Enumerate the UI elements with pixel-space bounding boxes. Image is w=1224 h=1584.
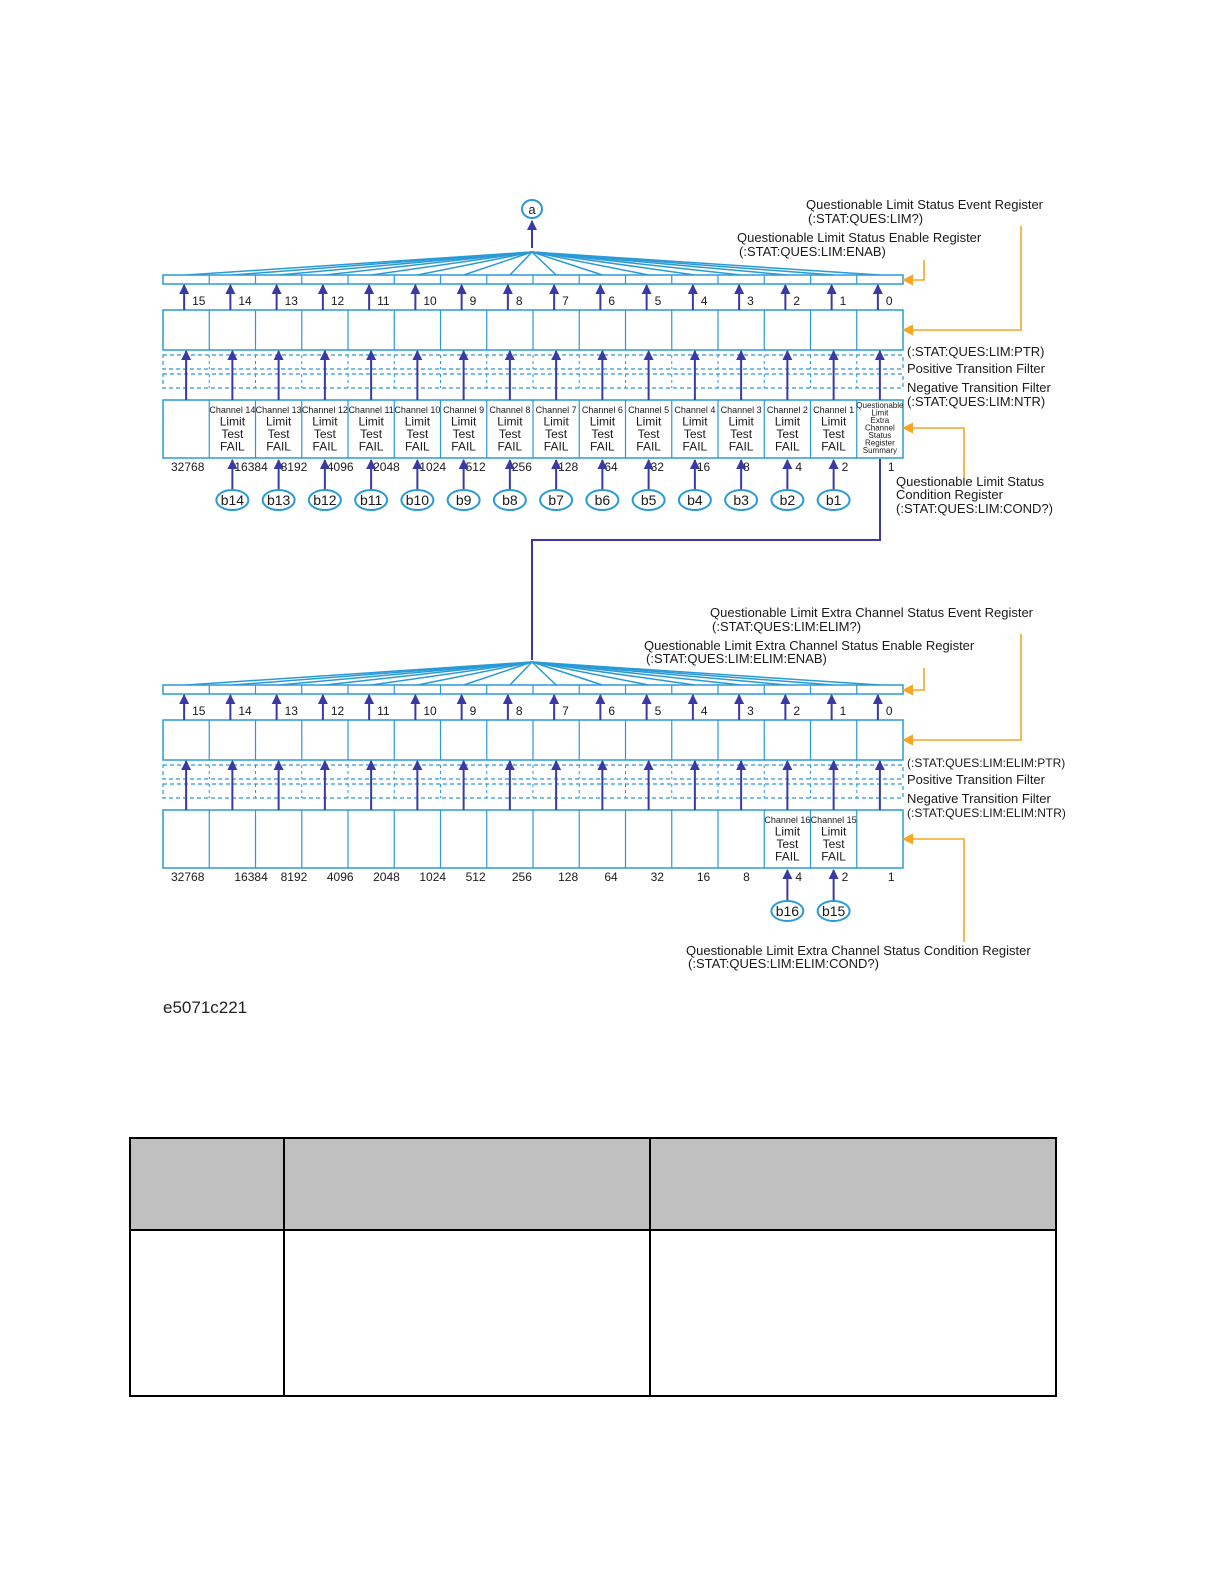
bit-weight-label: 8 xyxy=(743,460,750,474)
condition-cell-text: Summary xyxy=(862,446,897,455)
condition-cell-text: Channel 15 xyxy=(810,815,857,825)
input-bit-label: b13 xyxy=(266,492,291,508)
condition-cell-text: Test xyxy=(313,427,336,441)
condition-cell-text: FAIL xyxy=(728,439,754,454)
condition-cell-text: Test xyxy=(776,427,799,441)
condition-cell-text: Test xyxy=(498,427,521,441)
lower-positive-filter-label: Positive Transition Filter xyxy=(907,772,1045,787)
upper-condition-register-label-1: Questionable Limit Status xyxy=(896,474,1045,489)
bit-weight-label: 16 xyxy=(696,460,711,474)
condition-cell-text: Test xyxy=(360,427,383,441)
bit-number-label: 2 xyxy=(793,704,801,718)
bit-number-label: 5 xyxy=(654,704,662,718)
lower-condition-register-label: Questionable Limit Extra Channel Status Condition Register xyxy=(686,943,1031,958)
condition-cell-text: FAIL xyxy=(451,439,476,454)
upper-annotations xyxy=(737,197,1053,516)
bit-number-label: 11 xyxy=(377,704,390,718)
bit-weight-label: 1024 xyxy=(419,460,447,474)
bit-weight-label: 2048 xyxy=(373,460,400,474)
condition-cell-text: Channel 10 xyxy=(394,405,441,415)
condition-cell-text: Limit xyxy=(820,414,847,429)
condition-cell-text: Test xyxy=(545,427,568,441)
input-bit-label: b15 xyxy=(821,903,846,919)
condition-cell-text: Limit xyxy=(820,824,847,839)
condition-cell-text: Channel 6 xyxy=(581,405,623,415)
condition-cell-text: FAIL xyxy=(775,439,800,454)
condition-cell-text: Limit xyxy=(682,414,708,429)
bit-weight-label: 64 xyxy=(604,870,618,884)
condition-cell-text: Limit xyxy=(312,414,338,429)
bit-number-label: 3 xyxy=(747,704,754,718)
condition-cell-text: Channel 7 xyxy=(535,405,577,415)
bit-number-label: 10 xyxy=(423,704,437,718)
condition-cell-text: Test xyxy=(406,427,429,441)
upper-condition-register-command: (:STAT:QUES:LIM:COND?) xyxy=(896,501,1053,516)
bit-weight-label: 32768 xyxy=(171,870,205,884)
bit-weight-label: 128 xyxy=(558,460,579,474)
condition-cell-text: Status xyxy=(868,431,892,440)
condition-cell-text: Channel 12 xyxy=(301,405,348,415)
condition-cell-text: Channel 1 xyxy=(813,405,855,415)
bit-number-label: 14 xyxy=(238,294,252,308)
lower-enable-register-command: (:STAT:QUES:LIM:ELIM:ENAB) xyxy=(646,651,827,666)
table-cell xyxy=(285,1231,651,1395)
lower-event-register-label: Questionable Limit Extra Channel Status Event Register xyxy=(710,605,1034,620)
condition-cell-text: Limit xyxy=(404,414,431,429)
bit-weight-label: 2 xyxy=(841,870,849,884)
condition-cell-text: FAIL xyxy=(775,849,800,864)
lower-ntr-command: (:STAT:QUES:LIM:ELIM:NTR) xyxy=(907,806,1066,820)
input-bit-label: b5 xyxy=(640,492,657,508)
condition-cell-text: FAIL xyxy=(636,439,661,454)
table-header-cell xyxy=(285,1139,651,1231)
condition-cell-text: Channel 2 xyxy=(766,405,808,415)
upper-event-register-command: (:STAT:QUES:LIM?) xyxy=(808,211,924,226)
bit-number-label: 4 xyxy=(700,704,708,718)
table-header-cell xyxy=(651,1139,1055,1231)
condition-cell-text: Limit xyxy=(589,414,616,429)
bit-weight-label: 16384 xyxy=(234,870,268,884)
bit-number-label: 13 xyxy=(284,704,298,718)
input-bit-label: b1 xyxy=(825,492,842,508)
condition-cell-text: Limit xyxy=(728,414,754,429)
bit-number-label: 15 xyxy=(192,294,206,308)
bit-weight-label: 512 xyxy=(465,460,486,474)
bit-number-label: 5 xyxy=(654,294,662,308)
svg-text:a: a xyxy=(528,202,536,217)
bit-weight-label: 1024 xyxy=(419,870,447,884)
condition-cell-text: Limit xyxy=(543,414,569,429)
bit-number-label: 13 xyxy=(284,294,298,308)
lower-register-block xyxy=(163,662,903,921)
bit-number-label: 14 xyxy=(238,704,252,718)
condition-cell-text: Channel 5 xyxy=(628,405,670,415)
bit-weight-label: 32 xyxy=(650,870,664,884)
bit-number-label: 6 xyxy=(608,294,616,308)
input-bit-label: b12 xyxy=(313,492,337,508)
input-bit-label: b3 xyxy=(733,492,749,508)
condition-cell-text: FAIL xyxy=(358,439,384,454)
condition-cell-text: Limit xyxy=(871,408,889,418)
bit-weight-label: 2048 xyxy=(373,870,400,884)
condition-cell-text: Limit xyxy=(774,824,801,839)
input-bit-label: b9 xyxy=(455,492,472,508)
condition-cell-text: FAIL xyxy=(682,439,708,454)
bit-weight-label: 4 xyxy=(795,460,803,474)
bit-weight-label: 32 xyxy=(650,460,664,474)
bit-weight-label: 4 xyxy=(795,870,803,884)
bit-weight-label: 128 xyxy=(558,870,579,884)
bit-number-label: 3 xyxy=(747,294,754,308)
bit-weight-label: 8192 xyxy=(280,870,308,884)
input-bit-label: b4 xyxy=(687,492,703,508)
bit-weight-label: 8 xyxy=(743,870,750,884)
condition-cell-text: Limit xyxy=(358,414,384,429)
condition-cell-text: Channel 8 xyxy=(489,405,531,415)
condition-cell-text: Test xyxy=(221,427,244,441)
bit-number-label: 7 xyxy=(562,704,569,718)
bit-weight-label: 1 xyxy=(887,460,895,474)
bit-number-label: 15 xyxy=(192,704,206,718)
condition-cell-text: Channel xyxy=(864,423,895,433)
upper-enable-register-command: (:STAT:QUES:LIM:ENAB) xyxy=(739,244,886,259)
bit-number-label: 2 xyxy=(793,294,801,308)
bit-weight-label: 2 xyxy=(841,460,849,474)
bit-number-label: 10 xyxy=(423,294,437,308)
bit-number-label: 12 xyxy=(330,294,345,308)
input-bit-label: b6 xyxy=(594,492,611,508)
condition-cell-text: FAIL xyxy=(405,439,430,454)
upper-register-block xyxy=(163,252,904,510)
condition-cell-text: Channel 13 xyxy=(255,405,302,415)
condition-cell-text: Channel 14 xyxy=(209,405,256,415)
condition-cell-text: Channel 9 xyxy=(443,405,485,415)
condition-cell-text: FAIL xyxy=(590,439,615,454)
bit-number-label: 4 xyxy=(700,294,708,308)
bit-weight-label: 256 xyxy=(511,460,532,474)
input-bit-label: b10 xyxy=(405,492,430,508)
bit-weight-label: 8192 xyxy=(280,460,308,474)
bit-weight-label: 512 xyxy=(465,870,486,884)
upper-positive-filter-label: Positive Transition Filter xyxy=(907,361,1045,376)
input-bit-label: b2 xyxy=(779,492,796,508)
condition-cell-text: Limit xyxy=(265,414,292,429)
lower-annotations xyxy=(644,605,1066,971)
table-cell xyxy=(651,1231,1055,1395)
bit-weight-label: 1 xyxy=(887,870,895,884)
bit-number-label: 6 xyxy=(608,704,616,718)
condition-cell-text: Questionable xyxy=(856,401,904,410)
condition-cell-text: FAIL xyxy=(266,439,291,454)
condition-cell-text: FAIL xyxy=(821,849,846,864)
bit-number-label: 0 xyxy=(885,704,893,718)
bit-weight-label: 64 xyxy=(604,460,618,474)
condition-cell-text: Test xyxy=(822,427,845,441)
upper-enable-register-label: Questionable Limit Status Enable Register xyxy=(737,230,982,245)
lower-condition-register-command: (:STAT:QUES:LIM:ELIM:COND?) xyxy=(688,956,879,971)
condition-cell-text: Test xyxy=(637,427,660,441)
bit-weight-label: 16 xyxy=(696,870,711,884)
bit-number-label: 11 xyxy=(377,294,390,308)
empty-table xyxy=(129,1137,1057,1397)
condition-cell-text: Register xyxy=(864,438,895,448)
input-bit-label: b11 xyxy=(359,492,383,508)
condition-cell-text: FAIL xyxy=(821,439,846,454)
upper-event-register-label: Questionable Limit Status Event Register xyxy=(806,197,1044,212)
bit-number-label: 7 xyxy=(562,294,569,308)
bit-weight-label: 32768 xyxy=(171,460,205,474)
bit-number-label: 8 xyxy=(515,704,523,718)
upper-ntr-command: (:STAT:QUES:LIM:NTR) xyxy=(907,394,1046,409)
upper-negative-filter-label: Negative Transition Filter xyxy=(907,380,1051,395)
condition-cell-text: Limit xyxy=(450,414,477,429)
table-header-cell xyxy=(131,1139,285,1231)
bit-number-label: 8 xyxy=(515,294,523,308)
bit-number-label: 9 xyxy=(469,704,477,718)
bit-number-label: 0 xyxy=(885,294,893,308)
bit-number-label: 9 xyxy=(469,294,477,308)
input-bit-label: b16 xyxy=(775,903,800,919)
figure-id-label: e5071c221 xyxy=(163,998,248,1017)
condition-cell-text: Limit xyxy=(219,414,246,429)
lower-negative-filter-label: Negative Transition Filter xyxy=(907,791,1051,806)
condition-cell-text: Channel 4 xyxy=(674,405,716,415)
bit-weight-label: 4096 xyxy=(326,870,354,884)
bit-weight-label: 4096 xyxy=(326,460,354,474)
lower-event-register-command: (:STAT:QUES:LIM:ELIM?) xyxy=(712,619,862,634)
bit-number-label: 1 xyxy=(839,704,847,718)
input-bit-label: b7 xyxy=(548,492,564,508)
condition-cell-text: Extra xyxy=(870,416,890,425)
condition-cell-text: Channel 3 xyxy=(720,405,762,415)
condition-cell-text: Limit xyxy=(774,414,801,429)
condition-cell-text: Channel 11 xyxy=(348,405,394,415)
condition-cell-text: Test xyxy=(452,427,475,441)
lower-ptr-command: (:STAT:QUES:LIM:ELIM:PTR) xyxy=(907,756,1066,770)
condition-cell-text: Test xyxy=(822,837,845,851)
condition-cell-text: FAIL xyxy=(312,439,338,454)
input-bit-label: b8 xyxy=(502,492,518,508)
condition-cell-text: Test xyxy=(776,837,799,851)
condition-cell-text: Test xyxy=(683,427,706,441)
condition-cell-text: FAIL xyxy=(497,439,523,454)
bit-number-label: 12 xyxy=(330,704,345,718)
upper-condition-register-label-2: Condition Register xyxy=(896,487,1003,502)
condition-cell-text: Test xyxy=(591,427,614,441)
summary-node-a xyxy=(522,200,542,218)
condition-cell-text: Test xyxy=(730,427,753,441)
lower-enable-register-label: Questionable Limit Extra Channel Status Enable Register xyxy=(644,638,975,653)
bit-weight-label: 256 xyxy=(511,870,532,884)
upper-ptr-command: (:STAT:QUES:LIM:PTR) xyxy=(907,344,1045,359)
input-bit-label: b14 xyxy=(220,492,245,508)
condition-cell-text: Limit xyxy=(497,414,523,429)
condition-cell-text: Test xyxy=(267,427,290,441)
condition-cell-text: Channel 16 xyxy=(764,815,811,825)
table-cell xyxy=(131,1231,285,1395)
condition-cell-text: FAIL xyxy=(220,439,245,454)
bit-number-label: 1 xyxy=(839,294,847,308)
condition-cell-text: FAIL xyxy=(543,439,569,454)
condition-cell-text: Limit xyxy=(635,414,662,429)
bit-weight-label: 16384 xyxy=(234,460,268,474)
